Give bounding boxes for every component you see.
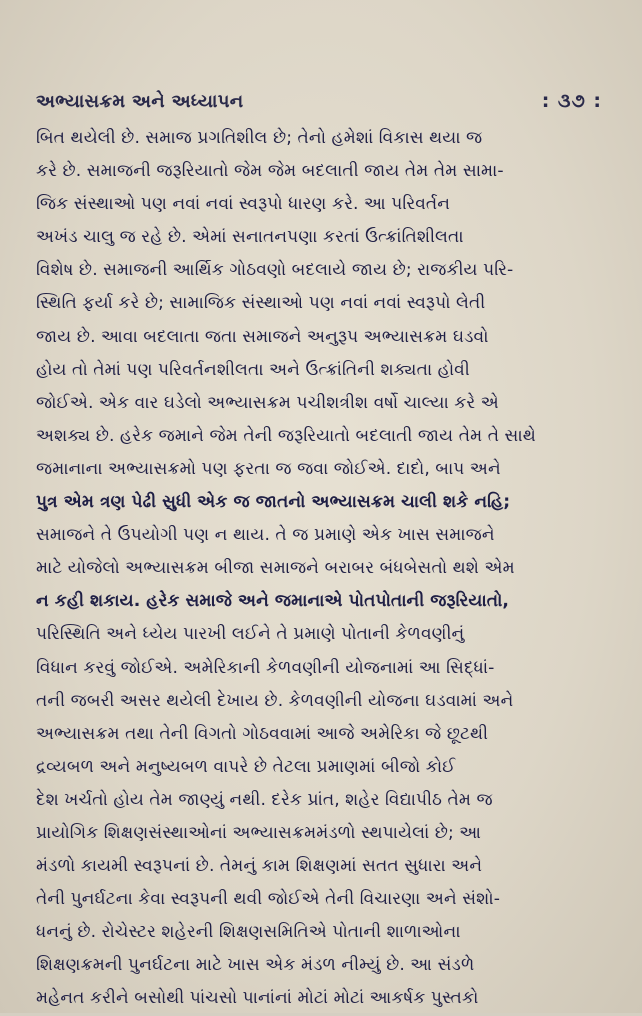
text-line: પ્રાયોગિક શિક્ષણસંસ્થાઓનાં અભ્યાસક્રમમંડળો સ્થપાયેલાં છે; આ (36, 822, 482, 843)
text-line: દ્રવ્યબળ અને મનુષ્યબળ વાપરે છે તેટલા પ્રમાણમાં બીજો કોઈ (36, 756, 456, 777)
page-number: : ૩૭ : (541, 90, 602, 112)
text-line: બિત થયેલી છે. સમાજ પ્રગતિશીલ છે; તેનો હમેશાં વિકાસ થયા જ (36, 128, 483, 148)
text-line: હોય તો તેમાં પણ પરિવર્તનશીલતા અને ઉત્ક્રાંતિની શક્યતા હોવી (36, 359, 470, 380)
text-line: જોઈએ. એક વાર ઘડેલો અભ્યાસક્રમ પચીશત્રીશ વર્ષો ચાલ્યા કરે એ (36, 392, 499, 413)
text-line: જમાનાના અભ્યાસક્રમો પણ ફરતા જ જવા જોઈએ. દાદો, બાપ અને (36, 458, 501, 479)
text-line: કરે છે. સમાજની જરૂરિયાતો જેમ જેમ બદલાતી જાય તેમ તેમ સામા- (36, 161, 504, 182)
body-text (36, 122, 610, 1016)
text-line: તની જબરી અસર થયેલી દેખાય છે. કેળવણીની યોજના ઘડવામાં અને (36, 690, 514, 711)
text-line: જાય છે. આવા બદલાતા જતા સમાજને અનુરૂપ અભ્યાસક્રમ ઘડવો (36, 326, 489, 347)
text-line: સ્થિતિ ફર્યા કરે છે; સામાજિક સંસ્થાઓ પણ નવાં નવાં સ્વરૂપો લેતી (36, 293, 486, 314)
text-line: વિશેષ છે. સમાજની આર્થિક ગોઠવણો બદલાયે જાય છે; રાજકીય પરિ- (36, 260, 514, 281)
page-header (36, 86, 602, 116)
text-line: અભ્યાસક્રમ તથા તેની વિગતો ગોઠવવામાં આજે અમેરિકા જે છૂટથી (36, 723, 489, 744)
text-line: જિક સંસ્થાઓ પણ નવાં નવાં સ્વરૂપો ધારણ કરે. આ પરિવર્તન (36, 194, 451, 215)
text-line: પરિસ્થિતિ અને ધ્યેય પારખી લઈને તે પ્રમાણે પોતાની કેળવણીનું (36, 624, 465, 645)
text-line: અખંડ ચાલુ જ રહે છે. એમાં સનાતનપણા કરતાં ઉત્ક્રાંતિશીલતા (36, 227, 464, 248)
running-title: અભ્યાસક્રમ અને અધ્યાપન (36, 90, 244, 112)
text-line: અશક્ય છે. હરેક જમાને જેમ તેની જરૂરિયાતો બદલાતી જાય તેમ તે સાથે (36, 425, 536, 446)
text-line: સમાજને તે ઉપયોગી પણ ન થાય. તે જ પ્રમાણે એક ખાસ સમાજને (36, 525, 495, 546)
text-line: શિક્ષણક્રમની પુનર્ઘટના માટે ખાસ એક મંડળ નીમ્યું છે. આ સંડળે (36, 955, 475, 976)
text-line: ધનનું છે. રોચેસ્ટર શહેરની શિક્ષણસમિતિએ પોતાની શાળાઓના (36, 922, 461, 943)
text-line: દેશ ખર્ચતો હોય તેમ જાણ્યું નથી. દરેક પ્રાંત, શહેર વિદ્યાપીઠ તેમ જ (36, 789, 493, 810)
text-line: પુત્ર એમ ત્રણ પેઢી સુધી એક જ જાતનો અભ્યાસક્રમ ચાલી શકે નહિ; (36, 492, 511, 513)
text-line: માટે યોજેલો અભ્યાસક્રમ બીજા સમાજને બરાબર બંધબેસતો થશે એમ (36, 558, 515, 579)
text-line: મહેનત કરીને બસોથી પાંચસો પાનાંનાં મોટાં મોટાં આકર્ષક પુસ્તકો (36, 988, 479, 1009)
text-line: ન કહી શકાય. હરેક સમાજે અને જમાનાએ પોતપોતાની જરૂરિયાતો, (36, 591, 509, 612)
text-line: વિધાન કરવું જોઈએ. અમેરિકાની કેળવણીની યોજનામાં આ સિદ્ધાં- (36, 657, 495, 678)
text-line: તેની પુનર્ઘટના કેવા સ્વરૂપની થવી જોઈએ તેની વિચારણા અને સંશો- (36, 889, 500, 910)
text-line: મંડળો કાયમી સ્વરૂપનાં છે. તેમનું કામ શિક્ષણમાં સતત સુધારા અને (36, 856, 483, 877)
